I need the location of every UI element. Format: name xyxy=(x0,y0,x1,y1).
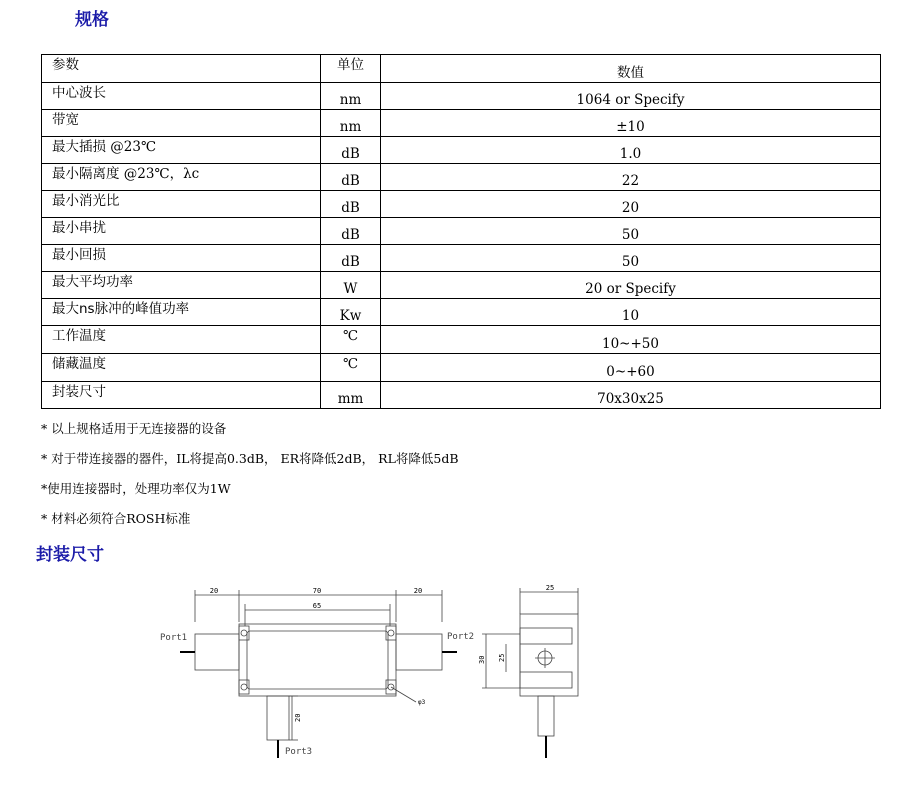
dim-bottom-label: 20 xyxy=(294,713,302,722)
value-cell: 1064 or Specify xyxy=(381,83,881,110)
unit-cell: ℃ xyxy=(321,354,381,382)
value-cell: 10~+50 xyxy=(381,326,881,354)
dim-left-label: 20 xyxy=(209,587,219,595)
table-row xyxy=(42,137,881,164)
value-cell: 22 xyxy=(381,164,881,191)
package-drawing xyxy=(150,584,600,764)
unit-cell: mm xyxy=(321,382,381,409)
unit-cell: nm xyxy=(321,83,381,110)
param-cell: 最大插损 @23℃ xyxy=(42,137,321,164)
unit-cell: nm xyxy=(321,110,381,137)
dim-body-label: 70 xyxy=(312,587,322,595)
table-row xyxy=(42,299,881,326)
table-row xyxy=(42,245,881,272)
table-row xyxy=(42,164,881,191)
table-row xyxy=(42,218,881,245)
param-cell: 最大平均功率 xyxy=(42,272,321,299)
table-row xyxy=(42,354,881,382)
table-row xyxy=(42,382,881,409)
table-row xyxy=(42,272,881,299)
param-cell: 封装尺寸 xyxy=(42,382,321,409)
note-item: * 材料必须符合ROSH标准 xyxy=(41,511,191,526)
value-cell: 70x30x25 xyxy=(381,382,881,409)
value-cell: 20 or Specify xyxy=(381,272,881,299)
value-cell: 50 xyxy=(381,218,881,245)
note-item: * 对于带连接器的器件，IL将提高0.3dB， ER将降低2dB， RL将降低5dB xyxy=(41,451,459,466)
param-cell: 最小串扰 xyxy=(42,218,321,245)
dim-side-height-label: 30 xyxy=(478,655,486,664)
header-value: 数值 xyxy=(381,55,881,83)
notes-list xyxy=(41,420,459,540)
spec-heading: 规格 xyxy=(75,10,109,30)
param-cell: 最小隔离度 @23℃，λc xyxy=(42,164,321,191)
param-cell: 最小回损 xyxy=(42,245,321,272)
table-header-row xyxy=(42,55,881,83)
header-param: 参数 xyxy=(42,55,321,83)
value-cell: 10 xyxy=(381,299,881,326)
dim-side-width-label: 25 xyxy=(545,584,555,592)
param-cell: 最小消光比 xyxy=(42,191,321,218)
value-cell: 0~+60 xyxy=(381,354,881,382)
dim-inner-label: 65 xyxy=(312,602,322,610)
value-cell: 50 xyxy=(381,245,881,272)
unit-cell: dB xyxy=(321,164,381,191)
dim-side-inner-label: 25 xyxy=(498,653,506,662)
table-row xyxy=(42,326,881,354)
param-cell: 最大ns脉冲的峰值功率 xyxy=(42,299,321,326)
param-cell: 中心波长 xyxy=(42,83,321,110)
unit-cell: dB xyxy=(321,245,381,272)
unit-cell: W xyxy=(321,272,381,299)
unit-cell: ℃ xyxy=(321,326,381,354)
spec-table xyxy=(41,54,881,409)
param-cell: 储藏温度 xyxy=(42,354,321,382)
table-row xyxy=(42,83,881,110)
table-row xyxy=(42,191,881,218)
port3-label: Port3 xyxy=(285,747,313,757)
param-cell: 工作温度 xyxy=(42,326,321,354)
port2-label: Port2 xyxy=(447,632,475,642)
header-unit: 单位 xyxy=(321,55,381,83)
note-item: * 以上规格适用于无连接器的设备 xyxy=(41,421,227,436)
note-item: *使用连接器时，处理功率仅为1W xyxy=(41,481,231,496)
unit-cell: dB xyxy=(321,218,381,245)
port1-label: Port1 xyxy=(160,633,188,643)
hole-label: φ3 xyxy=(418,699,426,706)
unit-cell: dB xyxy=(321,137,381,164)
value-cell: ±10 xyxy=(381,110,881,137)
param-cell: 带宽 xyxy=(42,110,321,137)
package-heading: 封装尺寸 xyxy=(36,545,104,565)
unit-cell: Kw xyxy=(321,299,381,326)
value-cell: 1.0 xyxy=(381,137,881,164)
unit-cell: dB xyxy=(321,191,381,218)
dim-right-label: 20 xyxy=(413,587,423,595)
value-cell: 20 xyxy=(381,191,881,218)
table-row xyxy=(42,110,881,137)
